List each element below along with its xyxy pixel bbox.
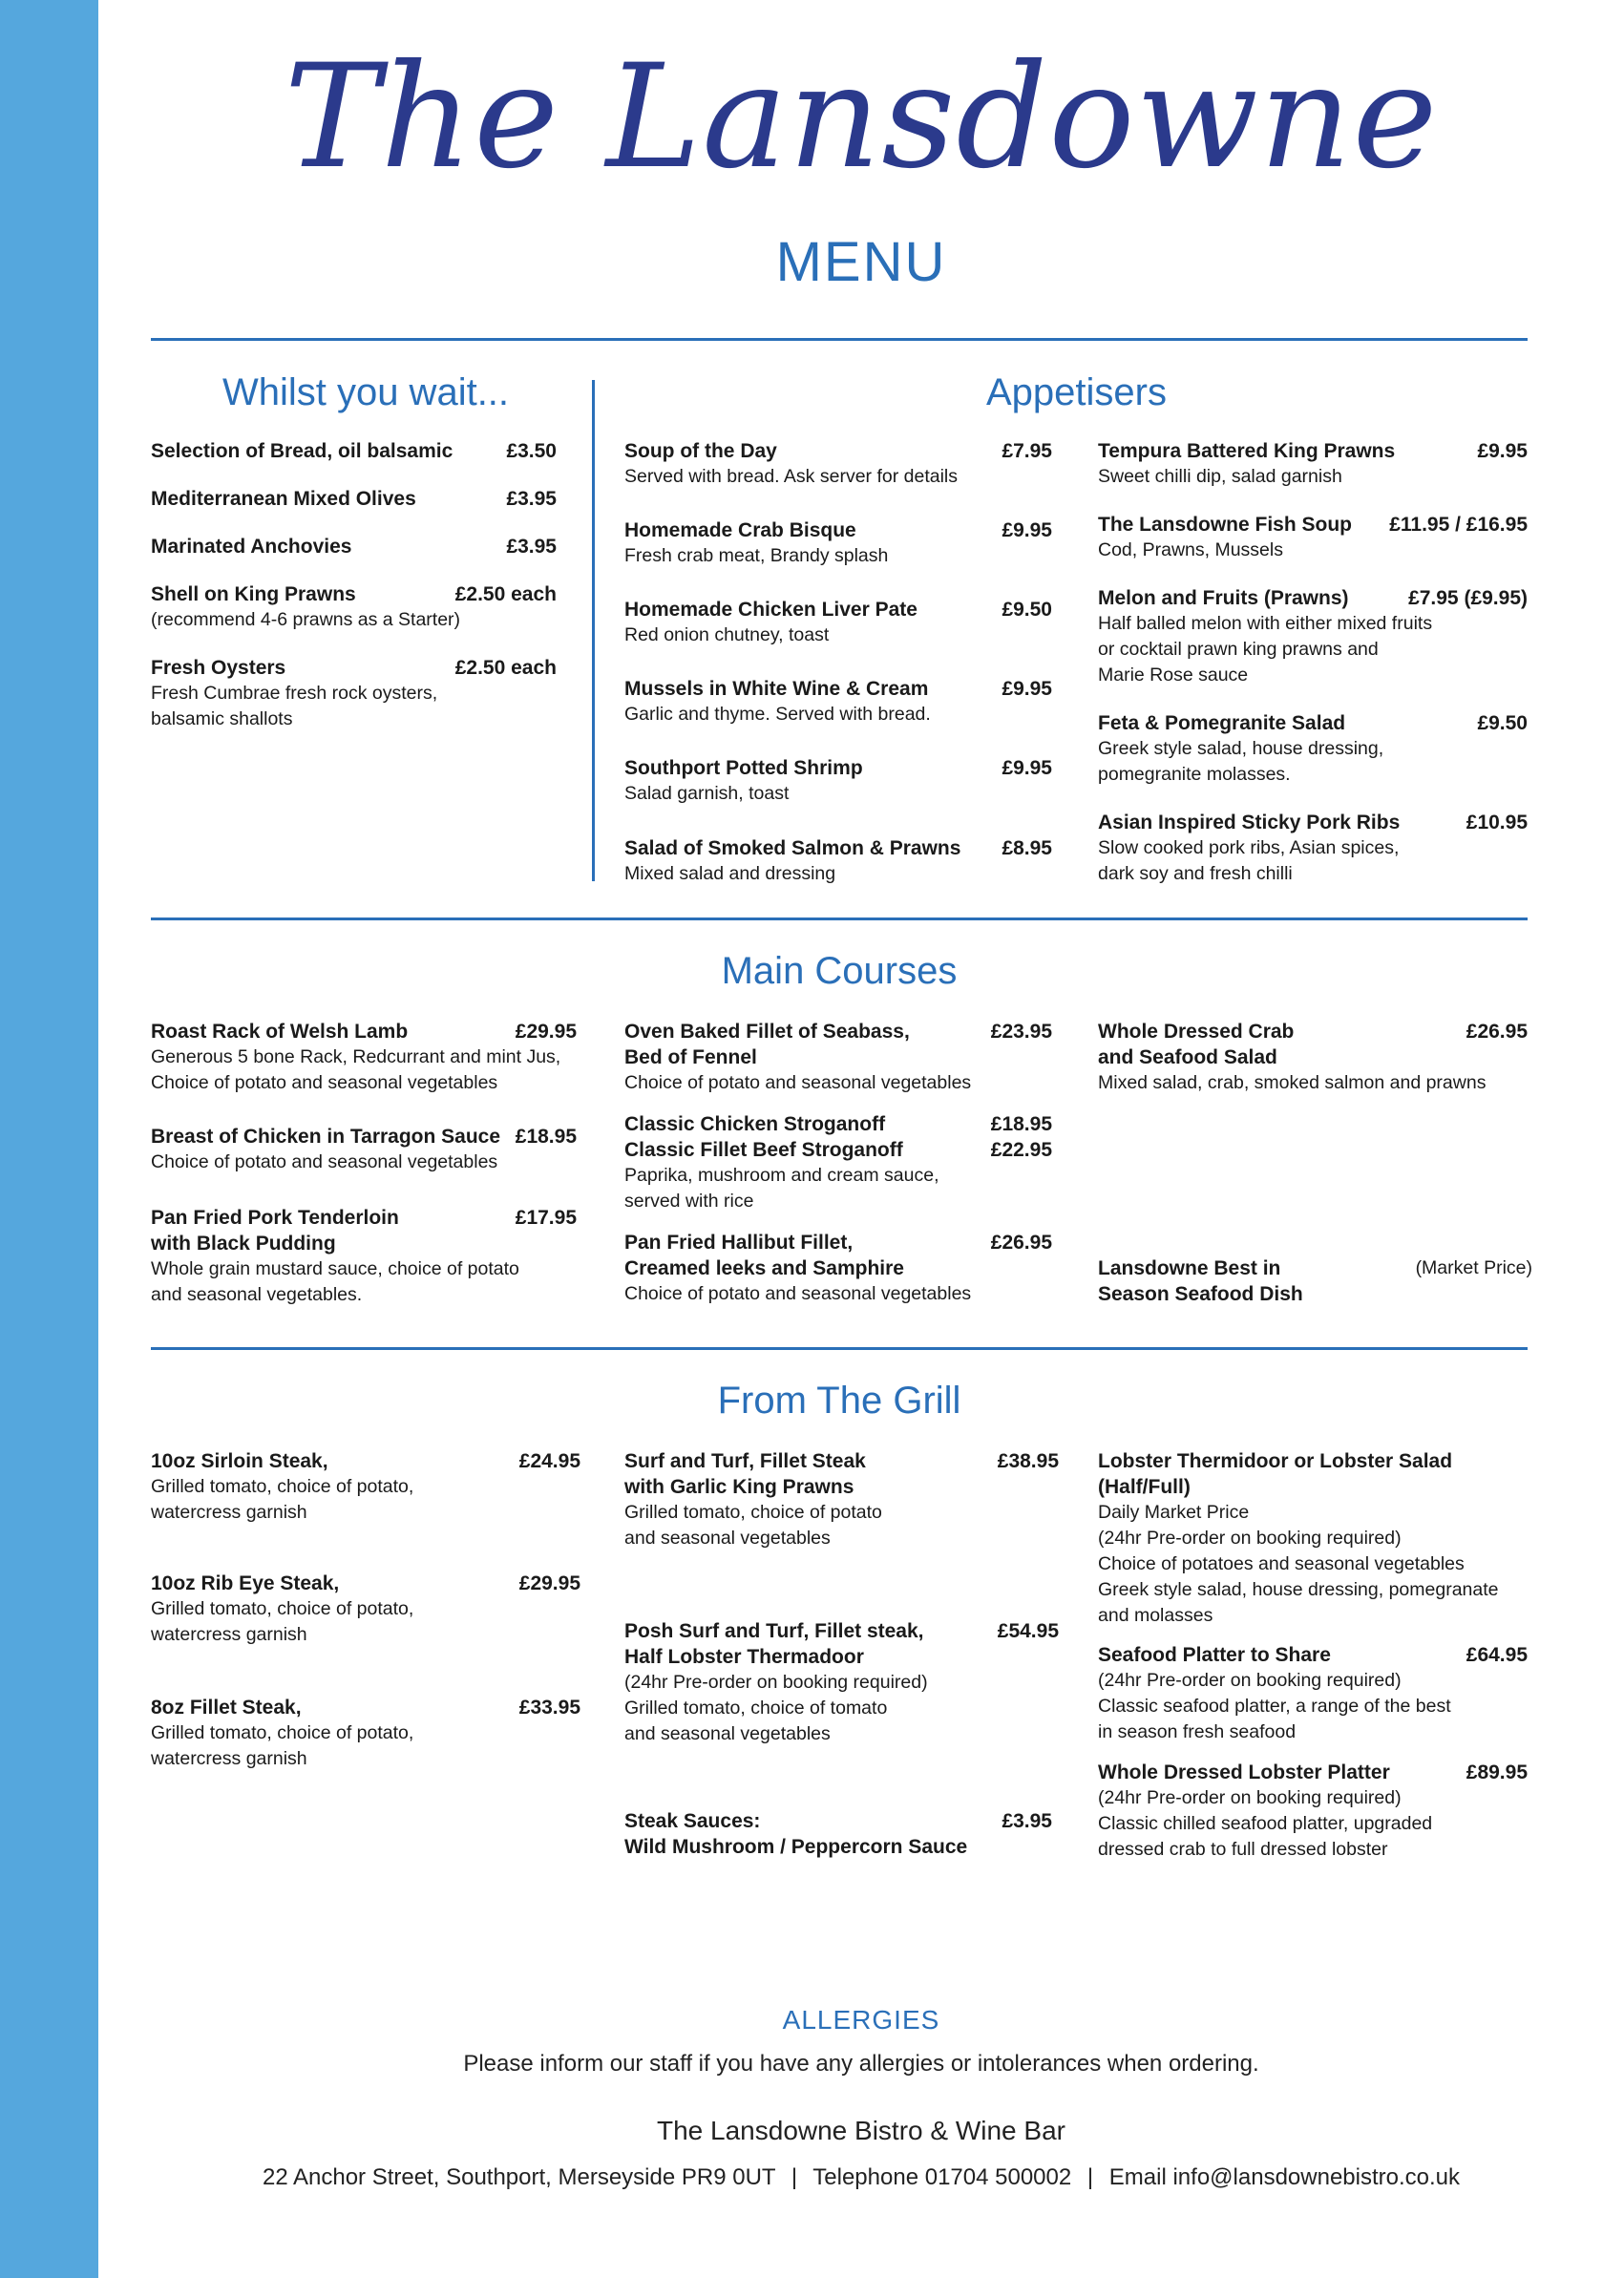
menu-item bbox=[1098, 512, 1528, 563]
item-price: £9.95 bbox=[1477, 440, 1528, 462]
item-name: Creamed leeks and Samphire bbox=[624, 1257, 904, 1279]
item-name: Salad of Smoked Salmon & Prawns bbox=[624, 837, 961, 859]
item-description: Grilled tomato, choice of potato, bbox=[151, 1722, 414, 1743]
item-name: 10oz Sirloin Steak, bbox=[151, 1450, 328, 1472]
item-price: £11.95 / £16.95 bbox=[1389, 514, 1528, 536]
item-description: (24hr Pre-order on booking required) bbox=[624, 1672, 928, 1693]
item-name: Homemade Crab Bisque bbox=[624, 519, 856, 541]
item-description: Grilled tomato, choice of potato bbox=[624, 1502, 882, 1523]
item-price: £33.95 bbox=[518, 1697, 580, 1719]
item-price: £29.95 bbox=[518, 1572, 580, 1594]
item-price: £3.50 bbox=[506, 440, 557, 462]
section-heading-mains: Main Courses bbox=[721, 950, 958, 992]
menu-item bbox=[151, 1571, 580, 1648]
menu-item bbox=[624, 517, 1052, 569]
item-description: Fresh Cumbrae fresh rock oysters, bbox=[151, 683, 438, 704]
bistro-name: The Lansdowne Bistro & Wine Bar bbox=[657, 2116, 1065, 2145]
menu-item bbox=[624, 1111, 1052, 1214]
item-price: £3.95 bbox=[506, 536, 557, 558]
section-heading-grill: From The Grill bbox=[717, 1380, 961, 1422]
item-price: £8.95 bbox=[1002, 837, 1052, 859]
separator: | bbox=[791, 2164, 798, 2190]
item-price: £64.95 bbox=[1466, 1644, 1528, 1666]
item-price: £7.95 bbox=[1002, 440, 1052, 462]
menu-subtitle: MENU bbox=[775, 231, 947, 293]
item-name: Asian Inspired Sticky Pork Ribs bbox=[1098, 812, 1401, 833]
section-heading-whilst: Whilst you wait... bbox=[221, 371, 510, 413]
item-name: Whole Dressed Lobster Platter bbox=[1098, 1761, 1390, 1783]
item-description: and seasonal vegetables bbox=[624, 1528, 831, 1549]
item-description: Classic seafood platter, a range of the best bbox=[1098, 1696, 1451, 1717]
item-price: £18.95 bbox=[990, 1113, 1052, 1135]
allergies-notice: Please inform our staff if you have any allergies or intolerances when ordering. bbox=[463, 2051, 1259, 2077]
menu-item bbox=[624, 1808, 1052, 1860]
item-price: £26.95 bbox=[990, 1232, 1052, 1254]
item-price: £29.95 bbox=[515, 1021, 577, 1043]
item-description: Paprika, mushroom and cream sauce, bbox=[624, 1165, 939, 1186]
item-price: £3.95 bbox=[506, 488, 557, 510]
menu-item bbox=[151, 1124, 577, 1175]
separator: | bbox=[1086, 2164, 1094, 2190]
item-description: (recommend 4-6 prawns as a Starter) bbox=[151, 609, 461, 630]
item-description: dark soy and fresh chilli bbox=[1098, 863, 1293, 884]
item-description: (24hr Pre-order on booking required) bbox=[1098, 1528, 1402, 1549]
divider-top bbox=[151, 338, 1528, 341]
item-description: (24hr Pre-order on booking required) bbox=[1098, 1670, 1402, 1691]
item-description: Marie Rose sauce bbox=[1098, 664, 1249, 686]
item-price: £23.95 bbox=[990, 1021, 1052, 1043]
item-description: Greek style salad, house dressing, bbox=[1098, 738, 1384, 759]
item-description: in season fresh seafood bbox=[1098, 1721, 1297, 1742]
divider-vertical bbox=[592, 380, 595, 881]
menu-item bbox=[624, 1618, 1059, 1747]
item-description: Choice of potato and seasonal vegetables bbox=[151, 1072, 498, 1093]
item-description: Choice of potato and seasonal vegetables bbox=[151, 1151, 498, 1172]
divider-appetisers bbox=[151, 918, 1528, 920]
contact-line bbox=[98, 2162, 1624, 2194]
item-name: Classic Fillet Beef Stroganoff bbox=[624, 1139, 903, 1161]
item-name: (Half/Full) bbox=[1098, 1476, 1191, 1498]
menu-item bbox=[1098, 1448, 1528, 1629]
item-name: Whole Dressed Crab bbox=[1098, 1021, 1295, 1043]
item-name: Soup of the Day bbox=[624, 440, 777, 462]
item-price: £9.95 bbox=[1002, 757, 1052, 779]
item-name: Posh Surf and Turf, Fillet steak, bbox=[624, 1620, 924, 1642]
menu-item bbox=[624, 755, 1052, 807]
item-name: Oven Baked Fillet of Seabass, bbox=[624, 1021, 910, 1043]
item-name: Mediterranean Mixed Olives bbox=[151, 488, 416, 510]
item-description: watercress garnish bbox=[151, 1748, 307, 1769]
menu-item bbox=[1098, 810, 1528, 887]
menu-item bbox=[151, 438, 557, 464]
item-name: Seafood Platter to Share bbox=[1098, 1644, 1331, 1666]
item-description: watercress garnish bbox=[151, 1502, 307, 1523]
item-description: Sweet chilli dip, salad garnish bbox=[1098, 466, 1342, 487]
item-description: Generous 5 bone Rack, Redcurrant and mint Jus, bbox=[151, 1046, 561, 1067]
menu-item bbox=[151, 1695, 580, 1772]
item-price: £9.50 bbox=[1002, 599, 1052, 621]
item-description: Whole grain mustard sauce, choice of potato bbox=[151, 1258, 519, 1279]
item-price: £2.50 each bbox=[454, 583, 557, 605]
item-price: £7.95 (£9.95) bbox=[1408, 587, 1528, 609]
item-description: dressed crab to full dressed lobster bbox=[1098, 1839, 1388, 1860]
menu-item bbox=[1098, 438, 1528, 490]
item-price: £54.95 bbox=[997, 1620, 1059, 1642]
item-description: Garlic and thyme. Served with bread. bbox=[624, 704, 931, 725]
item-name: Southport Potted Shrimp bbox=[624, 757, 863, 779]
item-description: (24hr Pre-order on booking required) bbox=[1098, 1787, 1402, 1808]
item-name: Wild Mushroom / Peppercorn Sauce bbox=[624, 1836, 968, 1858]
item-name: Fresh Oysters bbox=[151, 657, 286, 679]
item-price: £38.95 bbox=[997, 1450, 1059, 1472]
item-description: and molasses bbox=[1098, 1605, 1213, 1626]
menu-item bbox=[624, 1448, 1059, 1551]
item-description: Mixed salad, crab, smoked salmon and prawns bbox=[1098, 1072, 1487, 1093]
telephone-text: Telephone 01704 500002 bbox=[812, 2164, 1072, 2190]
section-heading-appetisers: Appetisers bbox=[986, 371, 1167, 413]
menu-item bbox=[624, 597, 1052, 648]
item-description: watercress garnish bbox=[151, 1624, 307, 1645]
item-name: Marinated Anchovies bbox=[151, 536, 352, 558]
item-name: Bed of Fennel bbox=[624, 1046, 757, 1068]
address-text: 22 Anchor Street, Southport, Merseyside PR9 0UT bbox=[262, 2164, 776, 2190]
item-description: Choice of potato and seasonal vegetables bbox=[624, 1072, 972, 1093]
item-name: Melon and Fruits (Prawns) bbox=[1098, 587, 1349, 609]
item-name: Breast of Chicken in Tarragon Sauce bbox=[151, 1126, 501, 1148]
item-name: Steak Sauces: bbox=[624, 1810, 761, 1832]
menu-item bbox=[151, 1019, 577, 1096]
item-name: Season Seafood Dish bbox=[1098, 1283, 1303, 1305]
item-name: Homemade Chicken Liver Pate bbox=[624, 599, 917, 621]
item-price: £17.95 bbox=[515, 1207, 577, 1229]
item-name: with Garlic King Prawns bbox=[624, 1476, 854, 1498]
item-name: Pan Fried Pork Tenderloin bbox=[151, 1207, 399, 1229]
item-name: Half Lobster Thermadoor bbox=[624, 1646, 864, 1668]
item-description: and seasonal vegetables. bbox=[151, 1284, 363, 1305]
allergies-heading: ALLERGIES bbox=[782, 2005, 940, 2035]
item-name: Pan Fried Hallibut Fillet, bbox=[624, 1232, 854, 1254]
menu-item bbox=[151, 581, 557, 633]
item-name: Mussels in White Wine & Cream bbox=[624, 678, 929, 700]
item-description: pomegranite molasses. bbox=[1098, 764, 1291, 785]
menu-item bbox=[151, 534, 557, 559]
item-description: Grilled tomato, choice of tomato bbox=[624, 1698, 888, 1719]
item-name: Lobster Thermidoor or Lobster Salad bbox=[1098, 1450, 1453, 1472]
menu-item bbox=[624, 835, 1052, 887]
item-price: £9.50 bbox=[1477, 712, 1528, 734]
item-description: Grilled tomato, choice of potato, bbox=[151, 1598, 414, 1619]
market-price-label: (Market Price) bbox=[1415, 1257, 1532, 1278]
side-color-band bbox=[0, 0, 98, 2278]
item-description: Cod, Prawns, Mussels bbox=[1098, 539, 1283, 560]
item-description: Greek style salad, house dressing, pomegranate bbox=[1098, 1579, 1499, 1600]
menu-item bbox=[624, 1230, 1052, 1307]
item-description: Red onion chutney, toast bbox=[624, 624, 830, 645]
menu-item bbox=[624, 1019, 1052, 1096]
item-price: £9.95 bbox=[1002, 519, 1052, 541]
item-description: and seasonal vegetables bbox=[624, 1723, 831, 1744]
item-price: £3.95 bbox=[1002, 1810, 1052, 1832]
item-price: £89.95 bbox=[1466, 1761, 1528, 1783]
item-description: balsamic shallots bbox=[151, 708, 293, 729]
menu-item bbox=[151, 1448, 580, 1526]
item-description: Grilled tomato, choice of potato, bbox=[151, 1476, 414, 1497]
item-name: The Lansdowne Fish Soup bbox=[1098, 514, 1353, 536]
item-description: served with rice bbox=[624, 1191, 754, 1212]
item-price: £22.95 bbox=[990, 1139, 1052, 1161]
item-name: and Seafood Salad bbox=[1098, 1046, 1277, 1068]
item-description: Classic chilled seafood platter, upgraded bbox=[1098, 1813, 1433, 1834]
item-name: Lansdowne Best in bbox=[1098, 1257, 1281, 1279]
menu-item bbox=[624, 676, 1052, 728]
menu-item bbox=[1098, 1019, 1528, 1096]
item-description: Choice of potatoes and seasonal vegetables bbox=[1098, 1553, 1465, 1574]
restaurant-title: The Lansdowne bbox=[284, 34, 1439, 200]
email-link[interactable]: Email info@lansdownebistro.co.uk bbox=[1108, 2164, 1461, 2190]
menu-item bbox=[1098, 585, 1528, 688]
item-description: Served with bread. Ask server for details bbox=[624, 466, 958, 487]
item-name: Feta & Pomegranite Salad bbox=[1098, 712, 1346, 734]
item-name: 8oz Fillet Steak, bbox=[151, 1697, 302, 1719]
menu-item bbox=[151, 1205, 577, 1308]
menu-item bbox=[151, 655, 557, 732]
item-description: Fresh crab meat, Brandy splash bbox=[624, 545, 889, 566]
item-name: Selection of Bread, oil balsamic bbox=[151, 440, 453, 462]
item-price: £2.50 each bbox=[454, 657, 557, 679]
menu-item bbox=[1098, 710, 1528, 788]
item-price: £26.95 bbox=[1466, 1021, 1528, 1043]
menu-item bbox=[151, 486, 557, 512]
menu-item bbox=[624, 438, 1052, 490]
item-name: Roast Rack of Welsh Lamb bbox=[151, 1021, 409, 1043]
menu-item bbox=[1098, 1760, 1528, 1863]
item-price: £18.95 bbox=[515, 1126, 577, 1148]
item-description: Choice of potato and seasonal vegetables bbox=[624, 1283, 972, 1304]
item-description: Half balled melon with either mixed fruits bbox=[1098, 613, 1433, 634]
item-name: 10oz Rib Eye Steak, bbox=[151, 1572, 340, 1594]
item-description: Mixed salad and dressing bbox=[624, 863, 836, 884]
item-price: £9.95 bbox=[1002, 678, 1052, 700]
item-price: £10.95 bbox=[1466, 812, 1528, 833]
item-name: Surf and Turf, Fillet Steak bbox=[624, 1450, 866, 1472]
item-name: with Black Pudding bbox=[151, 1233, 336, 1255]
item-name: Classic Chicken Stroganoff bbox=[624, 1113, 886, 1135]
divider-mains bbox=[151, 1347, 1528, 1350]
item-price: £24.95 bbox=[518, 1450, 580, 1472]
item-description: Slow cooked pork ribs, Asian spices, bbox=[1098, 837, 1400, 858]
menu-item bbox=[1098, 1255, 1532, 1307]
item-description: Salad garnish, toast bbox=[624, 783, 790, 804]
item-name: Tempura Battered King Prawns bbox=[1098, 440, 1396, 462]
item-description: Daily Market Price bbox=[1098, 1502, 1250, 1523]
item-description: or cocktail prawn king prawns and bbox=[1098, 639, 1379, 660]
item-name: Shell on King Prawns bbox=[151, 583, 356, 605]
menu-item bbox=[1098, 1642, 1528, 1745]
